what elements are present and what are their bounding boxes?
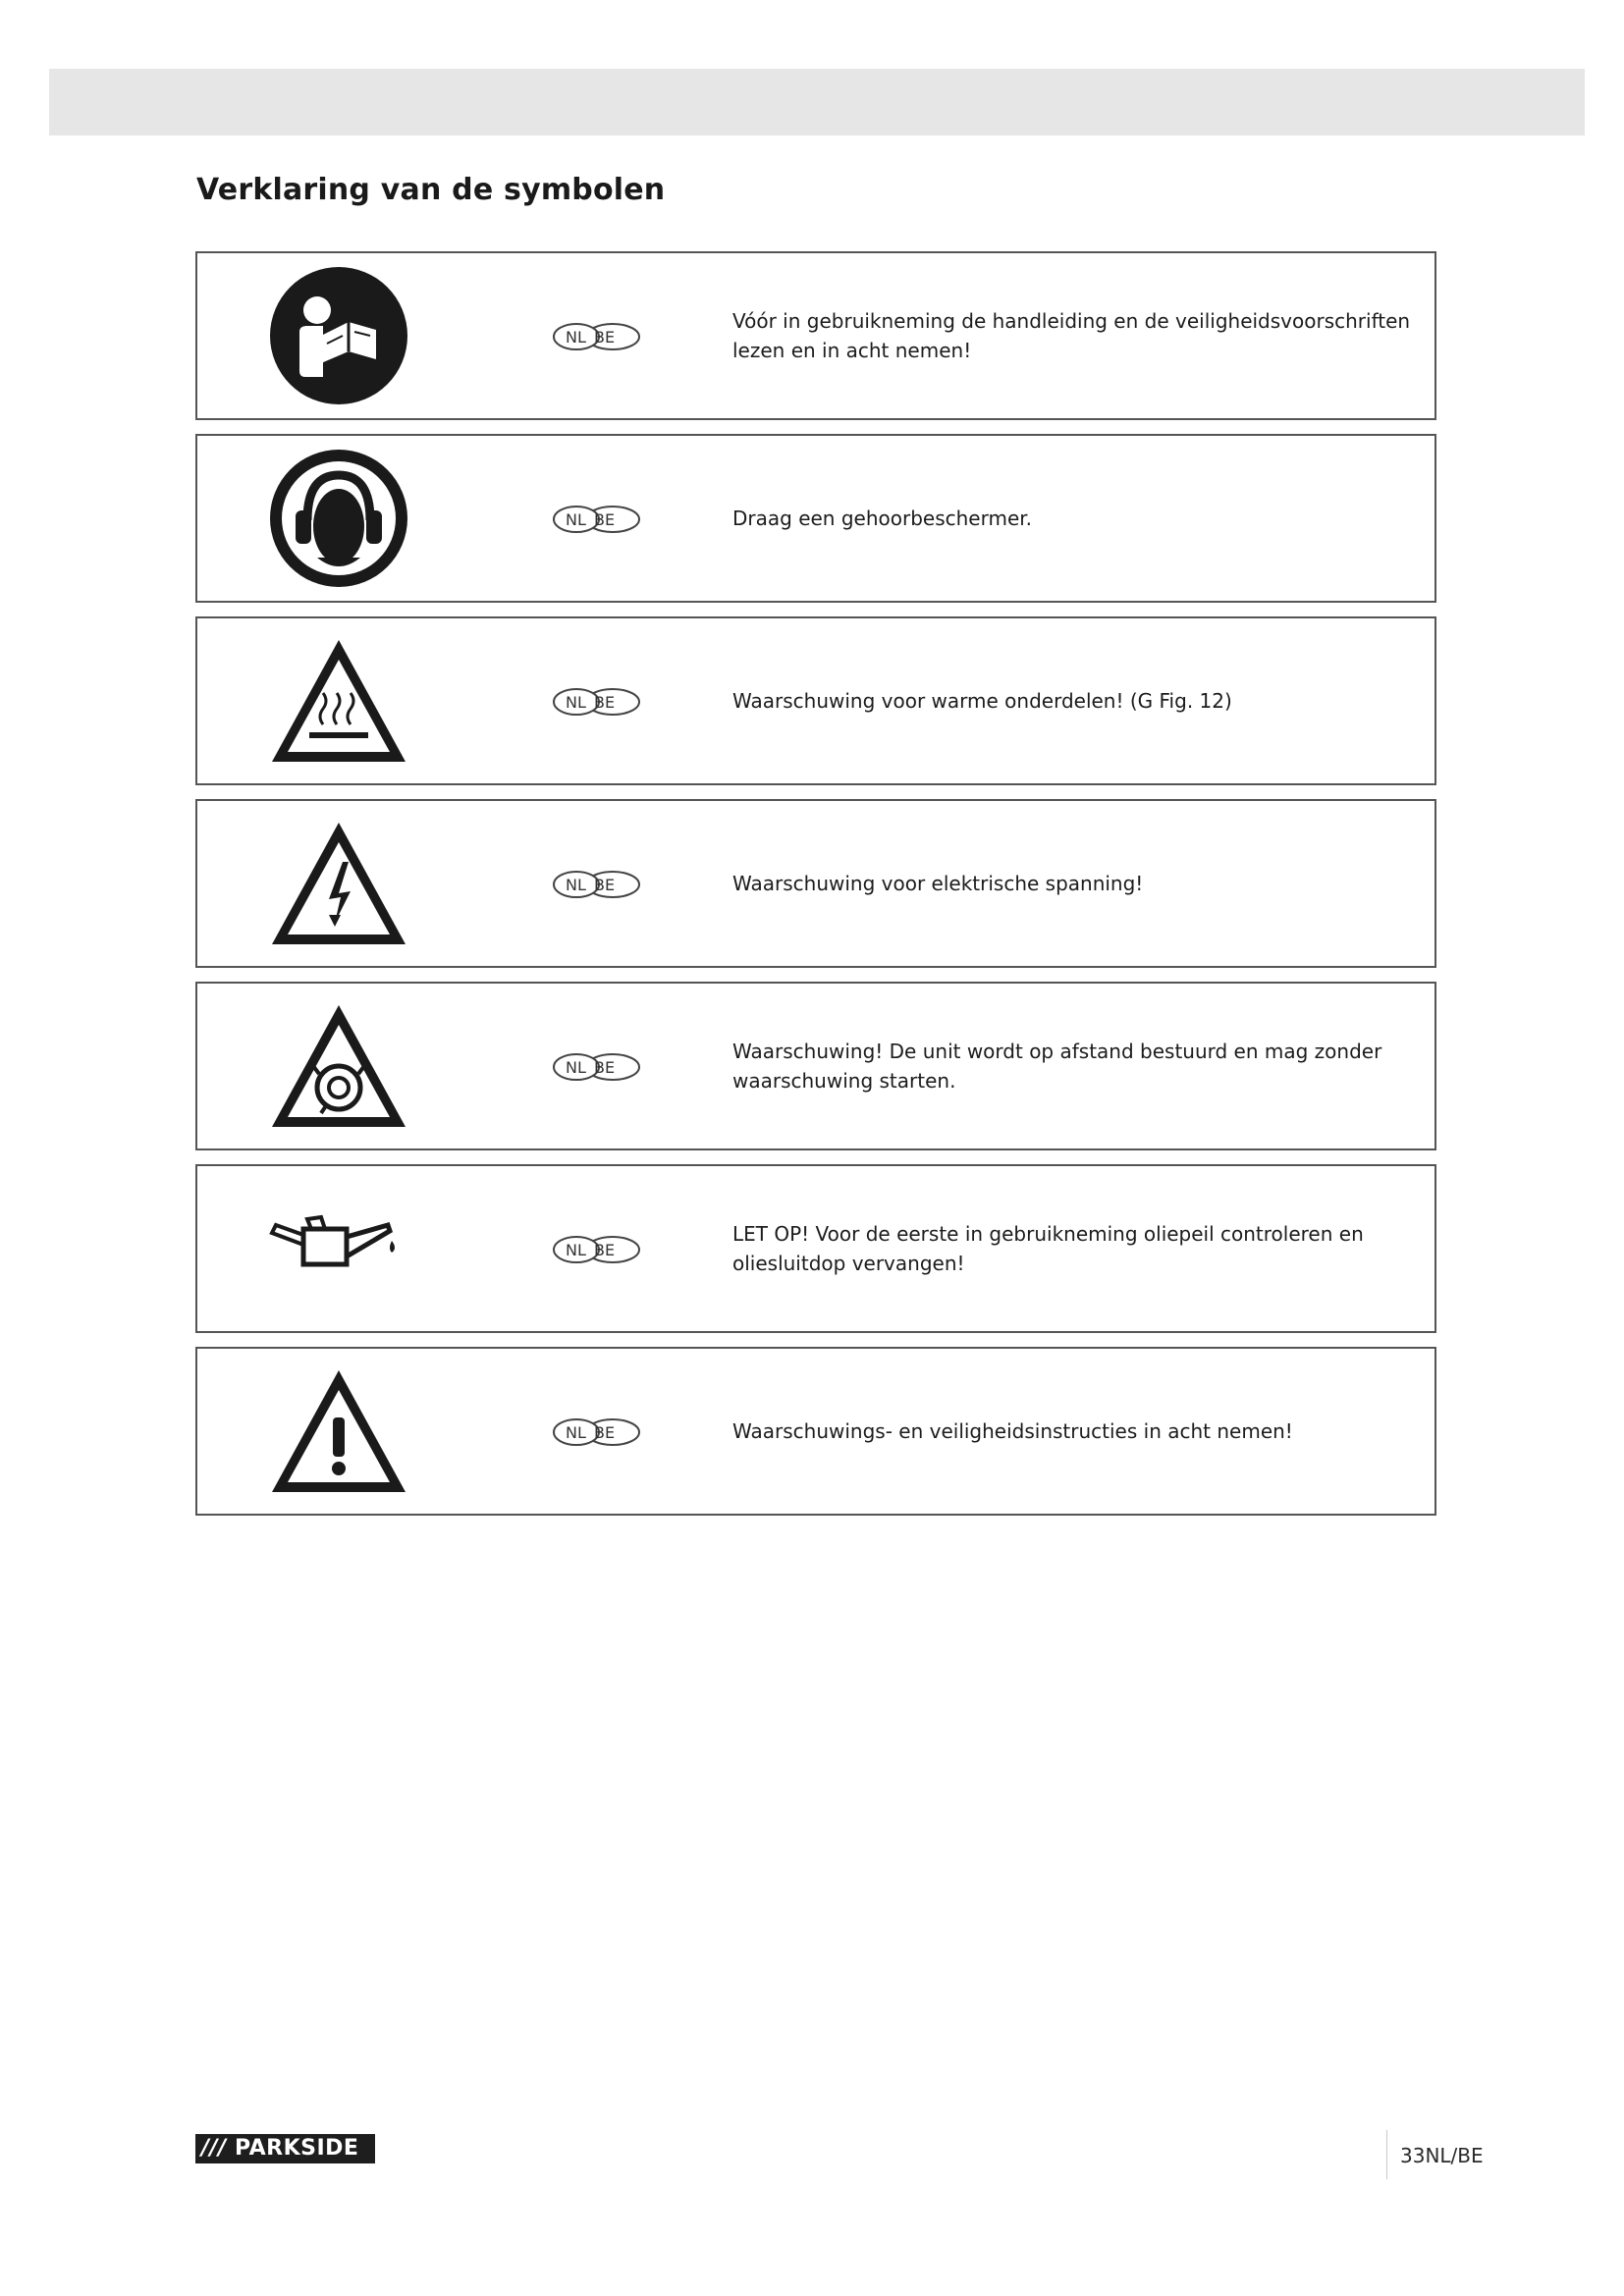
language-badge [552, 1052, 668, 1082]
symbol-row [195, 1347, 1436, 1516]
symbol-description [732, 1349, 1419, 1514]
lang-be-label: BE [594, 1423, 616, 1442]
symbol-table [195, 251, 1436, 1529]
brand-logo [195, 2134, 375, 2163]
lang-be-label: BE [594, 693, 616, 712]
language-badge [552, 687, 668, 717]
general-warning-icon [266, 1361, 411, 1502]
symbol-description [732, 801, 1419, 966]
language-badge [552, 322, 668, 351]
symbol-row [195, 1164, 1436, 1333]
read-manual-icon [266, 265, 411, 406]
logo-slashes: /// [201, 2136, 227, 2161]
lang-nl-label: NL [566, 1058, 586, 1077]
symbol-description [732, 253, 1419, 418]
page-title: Verklaring van de symbolen [196, 173, 666, 207]
oil-can-icon [266, 1178, 411, 1319]
language-badge [552, 505, 668, 534]
symbol-row [195, 251, 1436, 420]
electric-voltage-warning-icon [266, 813, 411, 954]
lang-nl-label: NL [566, 328, 586, 347]
symbol-row [195, 799, 1436, 968]
lang-be-label: BE [594, 510, 616, 529]
language-badge [552, 870, 668, 899]
lang-be-label: BE [594, 1058, 616, 1077]
automatic-start-warning-icon [266, 995, 411, 1137]
description-text: Waarschuwing! De unit wordt op afstand bestuurd en mag zonder waarschuwing starten. [732, 1040, 1382, 1093]
symbol-row [195, 434, 1436, 603]
ear-protection-icon [266, 448, 411, 589]
lang-be-label: BE [594, 876, 616, 894]
description-text: Waarschuwings- en veiligheidsinstructies in acht nemen! [732, 1419, 1293, 1443]
language-badge [552, 1235, 668, 1264]
page-number: 33NL/BE [1400, 2144, 1484, 2167]
lang-nl-label: NL [566, 510, 586, 529]
lang-be-label: BE [594, 1241, 616, 1259]
symbol-description [732, 984, 1419, 1148]
symbol-description [732, 436, 1419, 601]
symbol-description [732, 618, 1419, 783]
lang-nl-label: NL [566, 693, 586, 712]
symbol-row [195, 616, 1436, 785]
lang-nl-label: NL [566, 1241, 586, 1259]
hot-surface-warning-icon [266, 630, 411, 772]
lang-be-label: BE [594, 328, 616, 347]
symbol-description [732, 1166, 1419, 1331]
description-text: Draag een gehoorbeschermer. [732, 507, 1032, 530]
lang-nl-label: NL [566, 876, 586, 894]
footer-divider [1386, 2130, 1387, 2179]
lang-nl-label: NL [566, 1423, 586, 1442]
header-band [49, 69, 1585, 135]
description-text: LET OP! Voor de eerste in gebruikneming oliepeil controleren en oliesluitdop vervangen! [732, 1222, 1364, 1275]
language-badge [552, 1417, 668, 1447]
description-text: Waarschuwing voor warme onderdelen! (G Fig. 12) [732, 689, 1232, 713]
symbol-row [195, 982, 1436, 1150]
logo-text: PARKSIDE [235, 2136, 359, 2161]
description-text: Waarschuwing voor elektrische spanning! [732, 872, 1144, 895]
description-text: Vóór in gebruikneming de handleiding en de veiligheidsvoorschriften lezen en in acht nemen! [732, 309, 1411, 362]
